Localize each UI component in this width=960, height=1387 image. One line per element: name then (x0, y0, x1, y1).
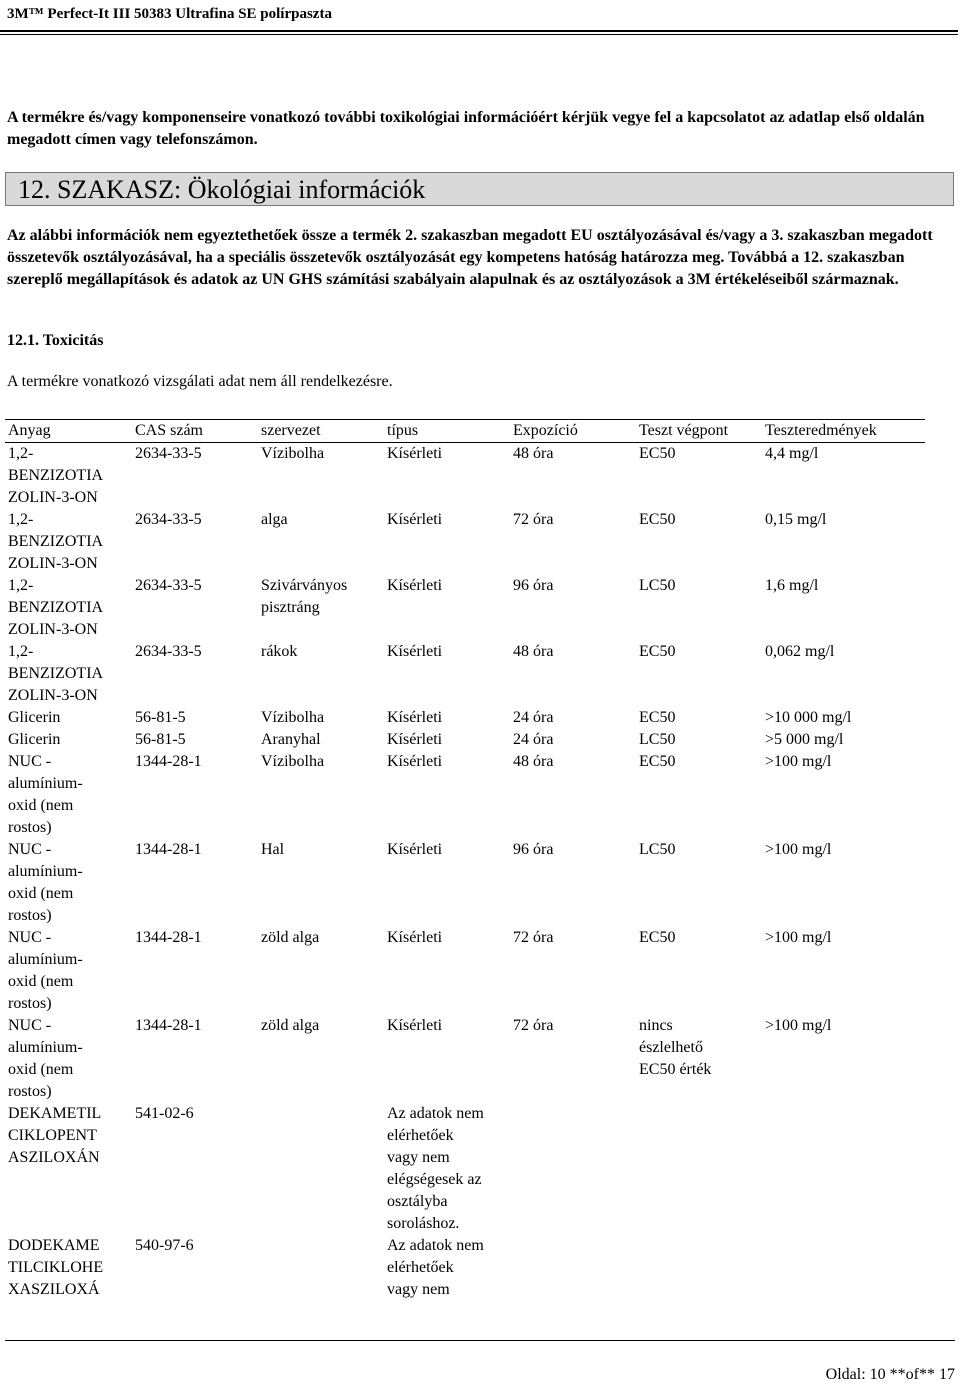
table-cell (258, 1235, 384, 1301)
table-cell: DODEKAME TILCIKLOHE XASZILOXÁ (8, 1237, 104, 1298)
table-cell: NUC - alumínium- oxid (nem rostos) (8, 929, 83, 1012)
table-cell: NUC - alumínium- oxid (nem rostos) (8, 841, 83, 924)
table-cell: LC50 (639, 577, 676, 594)
table-cell: Glicerin (8, 731, 61, 748)
table-cell: 1,2- BENZIZOTIA ZOLIN-3-ON (8, 577, 104, 638)
table-row (5, 839, 925, 927)
table-cell: EC50 (639, 929, 676, 946)
table-cell: >100 mg/l (765, 1017, 832, 1034)
table-cell: NUC - alumínium- oxid (nem rostos) (8, 1017, 83, 1100)
table-row (5, 1103, 925, 1235)
table-cell: nincs észlelhető EC50 érték (639, 1017, 712, 1078)
table-cell: 48 óra (513, 445, 554, 462)
header-rule-thin (0, 34, 958, 35)
table-cell: 2634-33-5 (135, 643, 202, 660)
table-cell: 1344-28-1 (135, 841, 202, 858)
table-cell: 0,15 mg/l (765, 511, 827, 528)
table-cell: 72 óra (513, 929, 554, 946)
table-cell: 541-02-6 (135, 1105, 194, 1122)
table-cell: Kísérleti (387, 1017, 443, 1034)
column-header: Teszt végpont (639, 422, 729, 439)
table-cell: 1,2- BENZIZOTIA ZOLIN-3-ON (8, 445, 104, 506)
table-row (5, 707, 925, 729)
ecotoxicity-table (5, 419, 925, 1301)
document-title: 3M™ Perfect-It III 50383 Ultrafina SE polírpaszta (7, 6, 332, 22)
table-cell: 24 óra (513, 731, 554, 748)
column-header: CAS szám (135, 422, 203, 439)
table-cell: 48 óra (513, 643, 554, 660)
table-cell: 1344-28-1 (135, 1017, 202, 1034)
table-cell: 540-97-6 (135, 1237, 194, 1254)
table-cell: Kísérleti (387, 841, 443, 858)
intro-paragraph: A termékre és/vagy komponenseire vonatkozó további toxikológiai információért kérjük vegye fel a kapcsolatot az adatlap első oldalán megadott címen vagy telefonszámon. (7, 109, 925, 148)
table-cell: 2634-33-5 (135, 577, 202, 594)
table-cell: Aranyhal (261, 731, 321, 748)
table-cell: Kísérleti (387, 753, 443, 770)
page-number: Oldal: 10 **of** 17 (825, 1366, 955, 1383)
table-cell: 56-81-5 (135, 709, 186, 726)
table-row (5, 1015, 925, 1103)
table-cell: 24 óra (513, 709, 554, 726)
table-row (5, 575, 925, 641)
table-cell (510, 1235, 636, 1301)
table-cell: 4,4 mg/l (765, 445, 819, 462)
table-cell: Hal (261, 841, 285, 858)
table-cell: 1,6 mg/l (765, 577, 819, 594)
table-cell: 2634-33-5 (135, 445, 202, 462)
table-cell: 1,2- BENZIZOTIA ZOLIN-3-ON (8, 643, 104, 704)
table-cell (762, 1235, 925, 1301)
table-cell: >100 mg/l (765, 929, 832, 946)
no-data-notice: A termékre vonatkozó vizsgálati adat nem áll rendelkezésre. (7, 373, 393, 390)
column-header: típus (387, 422, 419, 439)
table-row (5, 751, 925, 839)
table-cell: 72 óra (513, 1017, 554, 1034)
table-cell: Kísérleti (387, 511, 443, 528)
table-cell: Kísérleti (387, 709, 443, 726)
table-cell (510, 1103, 636, 1235)
table-cell: DEKAMETIL CIKLOPENT ASZILOXÁN (8, 1105, 102, 1166)
table-cell: >100 mg/l (765, 753, 832, 770)
table-cell: NUC - alumínium- oxid (nem rostos) (8, 753, 83, 836)
table-cell (258, 1103, 384, 1235)
table-cell (636, 1103, 762, 1235)
table-cell: >5 000 mg/l (765, 731, 844, 748)
table-cell: EC50 (639, 709, 676, 726)
table-cell: EC50 (639, 511, 676, 528)
table-cell: Vízibolha (261, 753, 325, 770)
table-cell: 96 óra (513, 841, 554, 858)
table-cell: 1344-28-1 (135, 753, 202, 770)
table-cell: EC50 (639, 753, 676, 770)
table-header-row (5, 420, 925, 443)
table-row (5, 443, 925, 510)
table-cell: zöld alga (261, 929, 320, 946)
table-cell: EC50 (639, 445, 676, 462)
table-cell: Vízibolha (261, 445, 325, 462)
table-cell: Kísérleti (387, 445, 443, 462)
table-cell: 0,062 mg/l (765, 643, 835, 660)
table-cell: Glicerin (8, 709, 61, 726)
table-cell: Az adatok nem elérhetőek vagy nem elégségesek az osztályba soroláshoz. (387, 1105, 484, 1232)
section-title: 12. SZAKASZ: Ökológiai információk (18, 175, 426, 204)
table-cell: Kísérleti (387, 731, 443, 748)
table-cell: Kísérleti (387, 929, 443, 946)
table-cell: 96 óra (513, 577, 554, 594)
table-cell: Kísérleti (387, 643, 443, 660)
header-rule (0, 30, 958, 32)
column-header: szervezet (261, 422, 321, 439)
table-cell: EC50 (639, 643, 676, 660)
section-header-bar (5, 172, 954, 206)
table-cell: zöld alga (261, 1017, 320, 1034)
table-row (5, 509, 925, 575)
table-row (5, 729, 925, 751)
table-row (5, 1235, 925, 1301)
column-header: Anyag (8, 422, 51, 439)
table-cell: 72 óra (513, 511, 554, 528)
table-body (5, 443, 925, 1302)
table-row (5, 927, 925, 1015)
column-header: Expozíció (513, 422, 578, 439)
table-cell (762, 1103, 925, 1235)
column-header: Teszteredmények (765, 422, 877, 439)
subsection-heading: 12.1. Toxicitás (7, 332, 104, 349)
table-cell: 1344-28-1 (135, 929, 202, 946)
table-cell: 56-81-5 (135, 731, 186, 748)
table-cell: Szivárványos pisztráng (261, 577, 348, 616)
table-cell (636, 1235, 762, 1301)
footer-rule (5, 1340, 955, 1341)
section-paragraph: Az alábbi információk nem egyeztethetőek össze a termék 2. szakaszban megadott EU osztályozásával és/vagy a 3. szakaszban megadott összetevők osztályozásával, ha a speciális összetevők osztályozását egy kompetens hatóság határozza meg. Továbbá a 12. szakaszban szereplő megállapítások és adatok az UN GHS számítási szabályain alapulnak és az osztályozások a 3M értékeléseiből származnak. (7, 227, 933, 288)
table-cell: >10 000 mg/l (765, 709, 852, 726)
table-row (5, 641, 925, 707)
table-cell: LC50 (639, 731, 676, 748)
table-cell: 48 óra (513, 753, 554, 770)
table-cell: LC50 (639, 841, 676, 858)
table-cell: rákok (261, 643, 298, 660)
table-cell: Kísérleti (387, 577, 443, 594)
table-cell: 2634-33-5 (135, 511, 202, 528)
table-cell: 1,2- BENZIZOTIA ZOLIN-3-ON (8, 511, 104, 572)
table-cell: Az adatok nem elérhetőek vagy nem (387, 1237, 484, 1298)
table-cell: >100 mg/l (765, 841, 832, 858)
table-cell: alga (261, 511, 288, 528)
table-cell: Vízibolha (261, 709, 325, 726)
